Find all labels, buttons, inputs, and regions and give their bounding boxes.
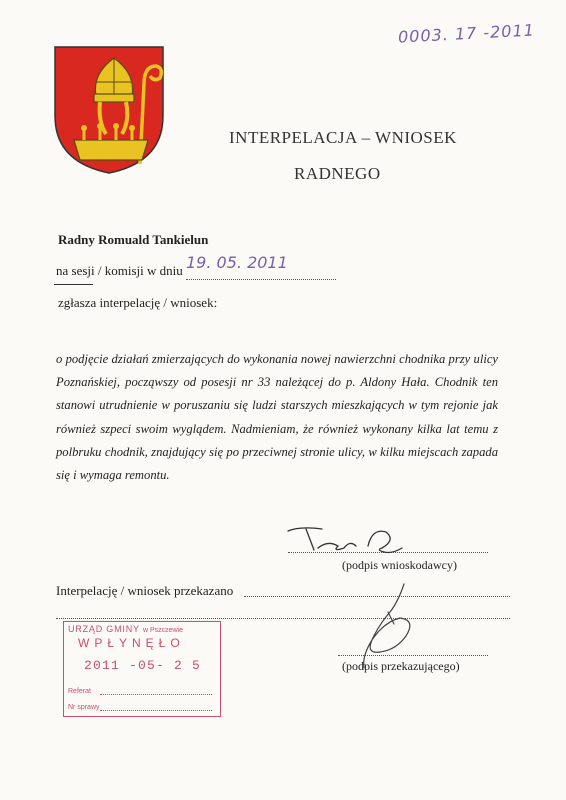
document-subtitle: RADNEGO	[294, 164, 381, 183]
stamp-received-label: WPŁYNĘŁO	[78, 636, 185, 650]
handed-over-label: Interpelację / wniosek przekazano	[56, 583, 234, 598]
applicant-signature-caption: (podpis wnioskodawcy)	[342, 558, 457, 572]
submits-label: zgłasza interpelację / wniosek:	[58, 295, 218, 310]
stamp-office: URZĄD GMINY w Pszczewie	[68, 624, 184, 634]
document-title: INTERPELACJA – WNIOSEK	[229, 128, 457, 147]
stamp-referat-line	[100, 694, 212, 695]
session-date: 19. 05. 2011	[186, 253, 288, 272]
handover-signature-caption: (podpis przekazującego)	[342, 659, 460, 673]
stamp-date: 2011 -05- 2 5	[84, 658, 202, 673]
received-stamp	[63, 621, 221, 717]
councillor-name: Radny Romuald Tankielun	[58, 232, 209, 247]
session-label: na sesji	[56, 263, 95, 278]
stamp-case-number-line	[100, 710, 212, 711]
committee-label: / komisji w dniu	[94, 263, 183, 278]
request-body-text: o podjęcie działań zmierzających do wykonania nowej nawierzchni chodnika przy ulicy Poznańskiej, począwszy od posesji nr 33 należącej do p. Aldony Hała. Chodnik ten stanowi utrudnienie w poruszaniu się ludzi starszych mieszkających w tym rejonie jak również szpeci swoim wyglądem. Nadmieniam, że również wykonany kilka lat temu z polbruku chodnik, znajdujący się po przeciwnej stronie ulicy, w kilku miejscach zapada się i wymaga remontu.	[56, 352, 498, 483]
stamp-referat-label: Referat	[68, 688, 91, 695]
stamp-case-number-label: Nr sprawy	[68, 704, 100, 711]
reference-number: 0003. 17 -2011	[397, 20, 536, 47]
